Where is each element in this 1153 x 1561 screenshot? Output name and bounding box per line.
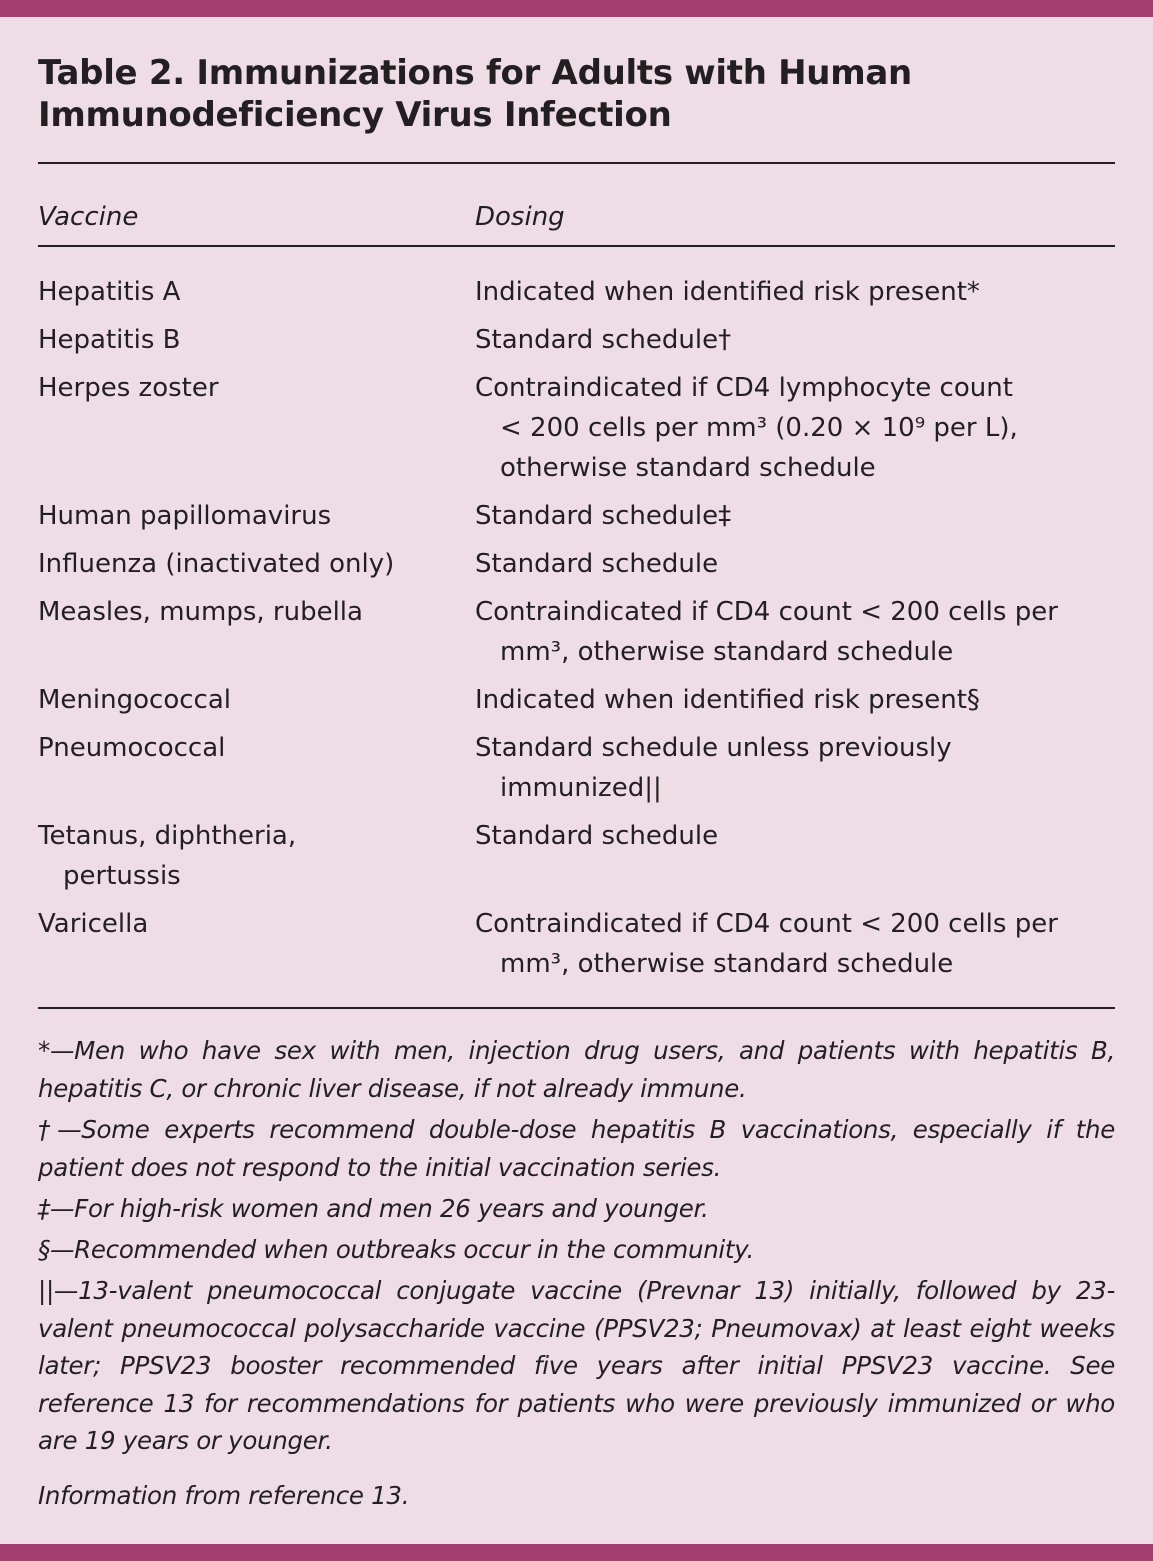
dosing-cell (475, 544, 1115, 584)
vaccine-cell (38, 320, 458, 360)
vaccine-cell (38, 272, 458, 312)
vaccine-name: Herpes zoster (38, 373, 219, 403)
column-header-vaccine: Vaccine (38, 202, 139, 232)
dosing-text: Indicated when identified risk present§ (475, 685, 980, 715)
dosing-text-continued: < 200 cells per mm³ (0.20 × 10⁹ per L), (500, 413, 1018, 443)
dosing-cell (475, 272, 1115, 312)
bottom-accent-bar (0, 1544, 1153, 1561)
dosing-text-continued: mm³, otherwise standard schedule (500, 949, 954, 979)
vaccine-cell (38, 816, 458, 896)
vaccine-cell (38, 592, 458, 632)
vaccine-cell (38, 496, 458, 536)
vaccine-cell (38, 904, 458, 944)
source-note: Information from reference 13. (38, 1481, 410, 1510)
dosing-text: Contraindicated if CD4 lymphocyte count (475, 373, 1013, 403)
vaccine-cell (38, 368, 458, 408)
header-rule (38, 245, 1115, 247)
footnote: §—Recommended when outbreaks occur in the community. (38, 1235, 755, 1264)
dosing-cell (475, 592, 1115, 672)
vaccine-cell (38, 680, 458, 720)
dosing-text: Standard schedule unless previously (475, 733, 952, 763)
vaccine-name: Hepatitis A (38, 277, 181, 307)
dosing-text: Standard schedule (475, 549, 719, 579)
table-title: Table 2. Immunizations for Adults with Human Immunodeficiency Virus Infection (38, 53, 912, 135)
dosing-text-continued: immunized|| (500, 773, 662, 803)
footnote: ‡—For high-risk women and men 26 years and younger. (38, 1194, 709, 1223)
dosing-cell (475, 816, 1115, 856)
dosing-text: Contraindicated if CD4 count < 200 cells per (475, 597, 1058, 627)
vaccine-cell (38, 544, 458, 584)
dosing-text: Standard schedule‡ (475, 501, 732, 531)
dosing-text-continued: mm³, otherwise standard schedule (500, 637, 954, 667)
vaccine-name: Pneumococcal (38, 733, 226, 763)
vaccine-name-continued: pertussis (63, 861, 181, 891)
vaccine-name: Influenza (inactivated only) (38, 549, 395, 579)
dosing-text: Standard schedule† (475, 325, 732, 355)
column-header-dosing: Dosing (475, 202, 565, 232)
footnote: *—Men who have sex with men, injection drug users, and patients with hepatitis B, hepatitis C, or chronic liver disease, if not already immune. (38, 1036, 1115, 1103)
dosing-text: Standard schedule (475, 821, 719, 851)
vaccine-name: Tetanus, diphtheria, (38, 821, 297, 851)
table-bottom-rule (38, 1007, 1115, 1009)
dosing-cell (475, 320, 1115, 360)
top-accent-bar (0, 0, 1153, 17)
dosing-cell (475, 368, 1115, 488)
footnote: †—Some experts recommend double-dose hepatitis B vaccinations, especially if the patient does not respond to the initial vaccination series. (38, 1115, 1115, 1182)
dosing-text: Indicated when identified risk present* (475, 277, 980, 307)
vaccine-name: Varicella (38, 909, 149, 939)
dosing-cell (475, 728, 1115, 808)
dosing-text: Contraindicated if CD4 count < 200 cells per (475, 909, 1058, 939)
vaccine-name: Meningococcal (38, 685, 231, 715)
dosing-text-continued: otherwise standard schedule (500, 453, 876, 483)
dosing-cell (475, 496, 1115, 536)
dosing-cell (475, 680, 1115, 720)
vaccine-cell (38, 728, 458, 768)
dosing-cell (475, 904, 1115, 984)
title-rule (38, 162, 1115, 164)
vaccine-name: Human papillomavirus (38, 501, 332, 531)
footnote: ||—13-valent pneumococcal conjugate vaccine (Prevnar 13) initially, followed by 23-valent pneumococcal polysaccharide vaccine (PPSV23; Pneumovax) at least eight weeks later; PPSV23 booster recommended five years after initial PPSV23 vaccine. See reference 13 for recommendations for patients who were previously immunized or who are 19 years or younger. (38, 1276, 1115, 1455)
vaccine-name: Hepatitis B (38, 325, 181, 355)
vaccine-name: Measles, mumps, rubella (38, 597, 363, 627)
